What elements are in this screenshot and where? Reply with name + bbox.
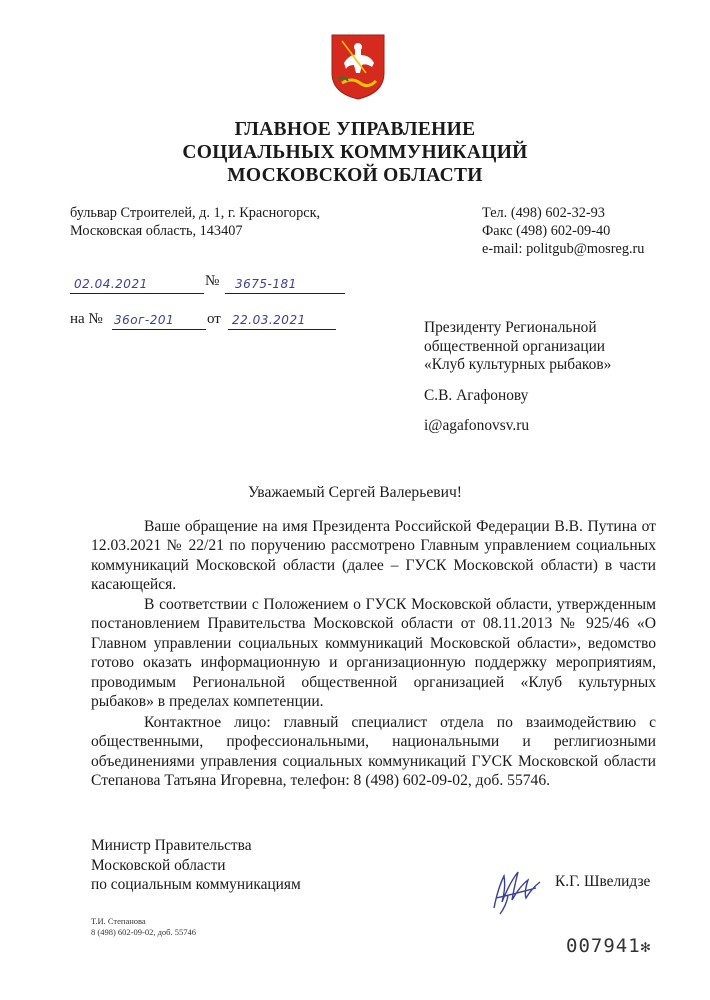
executor-name: Т.И. Степанова [91,916,146,926]
greeting: Уважаемый Сергей Валерьевич! [248,484,462,501]
ref-date: 22.03.2021 [228,313,336,330]
recipient-email: i@agafonovsv.ru [424,417,530,434]
address-line-2: Московская область, 143407 [70,223,243,239]
org-address [70,204,320,240]
signatory-position [91,836,301,895]
outgoing-number: 3675-181 [225,277,345,294]
signatory-name: К.Г. Швелидзе [555,873,651,890]
handwritten-signature [484,858,550,924]
recipient-line-3: «Клуб культурных рыбаков» [424,356,612,373]
phone: Тел. (498) 602-32-93 [482,205,605,221]
org-title-line-2: СОЦИАЛЬНЫХ КОММУНИКАЦИЙ [182,142,528,163]
email: e-mail: politgub@mosreg.ru [482,241,645,257]
document-number [566,935,651,957]
ref-from: от [207,311,221,327]
executor-info [91,916,196,938]
number-label: № [205,273,220,289]
org-title-line-3: МОСКОВСКОЙ ОБЛАСТИ [227,165,483,186]
ref-prefix: на № [70,311,103,327]
position-line-2: Московской области [91,856,226,874]
paragraph-1: Ваше обращение на имя Президента Российской Федерации В.В. Путина от 12.03.2021 № 22/21 по поручению рассмотрено Главным управлением социальных коммуникаций Московской области (далее – ГУСК Московской области) в части касающейся. [91,518,656,594]
position-line-1: Министр Правительства [91,837,252,854]
coat-of-arms-icon [330,33,386,101]
asterisk-icon: ✻ [640,937,652,956]
address-line-1: бульвар Строителей, д. 1, г. Красногорск, [70,205,321,221]
position-line-3: по социальным коммуникациям [91,876,301,893]
recipient-line-1: Президенту Региональной [424,319,597,336]
ref-number: 36ог-201 [112,313,206,330]
paragraph-2: В соответствии с Положением о ГУСК Московской области, утвержденным постановлением Правительства Московской области от 08.11.2013 № 925/46 «О Главном управлении социальных коммуникаций Московской области», ведомство готово оказать информационную и организационную поддержку мероприятиям, проводимым Региональной общественной организацией «Клуб культурных рыбаков» в пределах компетенции. [91,596,656,711]
recipient-block [424,319,611,375]
executor-phone: 8 (498) 602-09-02, доб. 55746 [91,927,196,937]
recipient-line-2: общественной организации [424,337,606,355]
recipient-name: С.В. Агафонову [424,387,529,404]
document-number-value: 007941 [566,935,641,957]
outgoing-date: 02.04.2021 [70,277,204,294]
org-contacts [482,204,644,258]
org-title-line-1: ГЛАВНОЕ УПРАВЛЕНИЕ [234,119,476,140]
fax: Факс (498) 602-09-40 [482,223,611,239]
paragraph-3: Контактное лицо: главный специалист отдела по взаимодействию с общественными, профессиональными, национальными и реглигиозными объединениями управления социальных коммуникаций ГУСК Московской области Степанова Татьяна Игоревна, телефон: 8 (498) 602-09-02, доб. 55746. [91,714,656,790]
